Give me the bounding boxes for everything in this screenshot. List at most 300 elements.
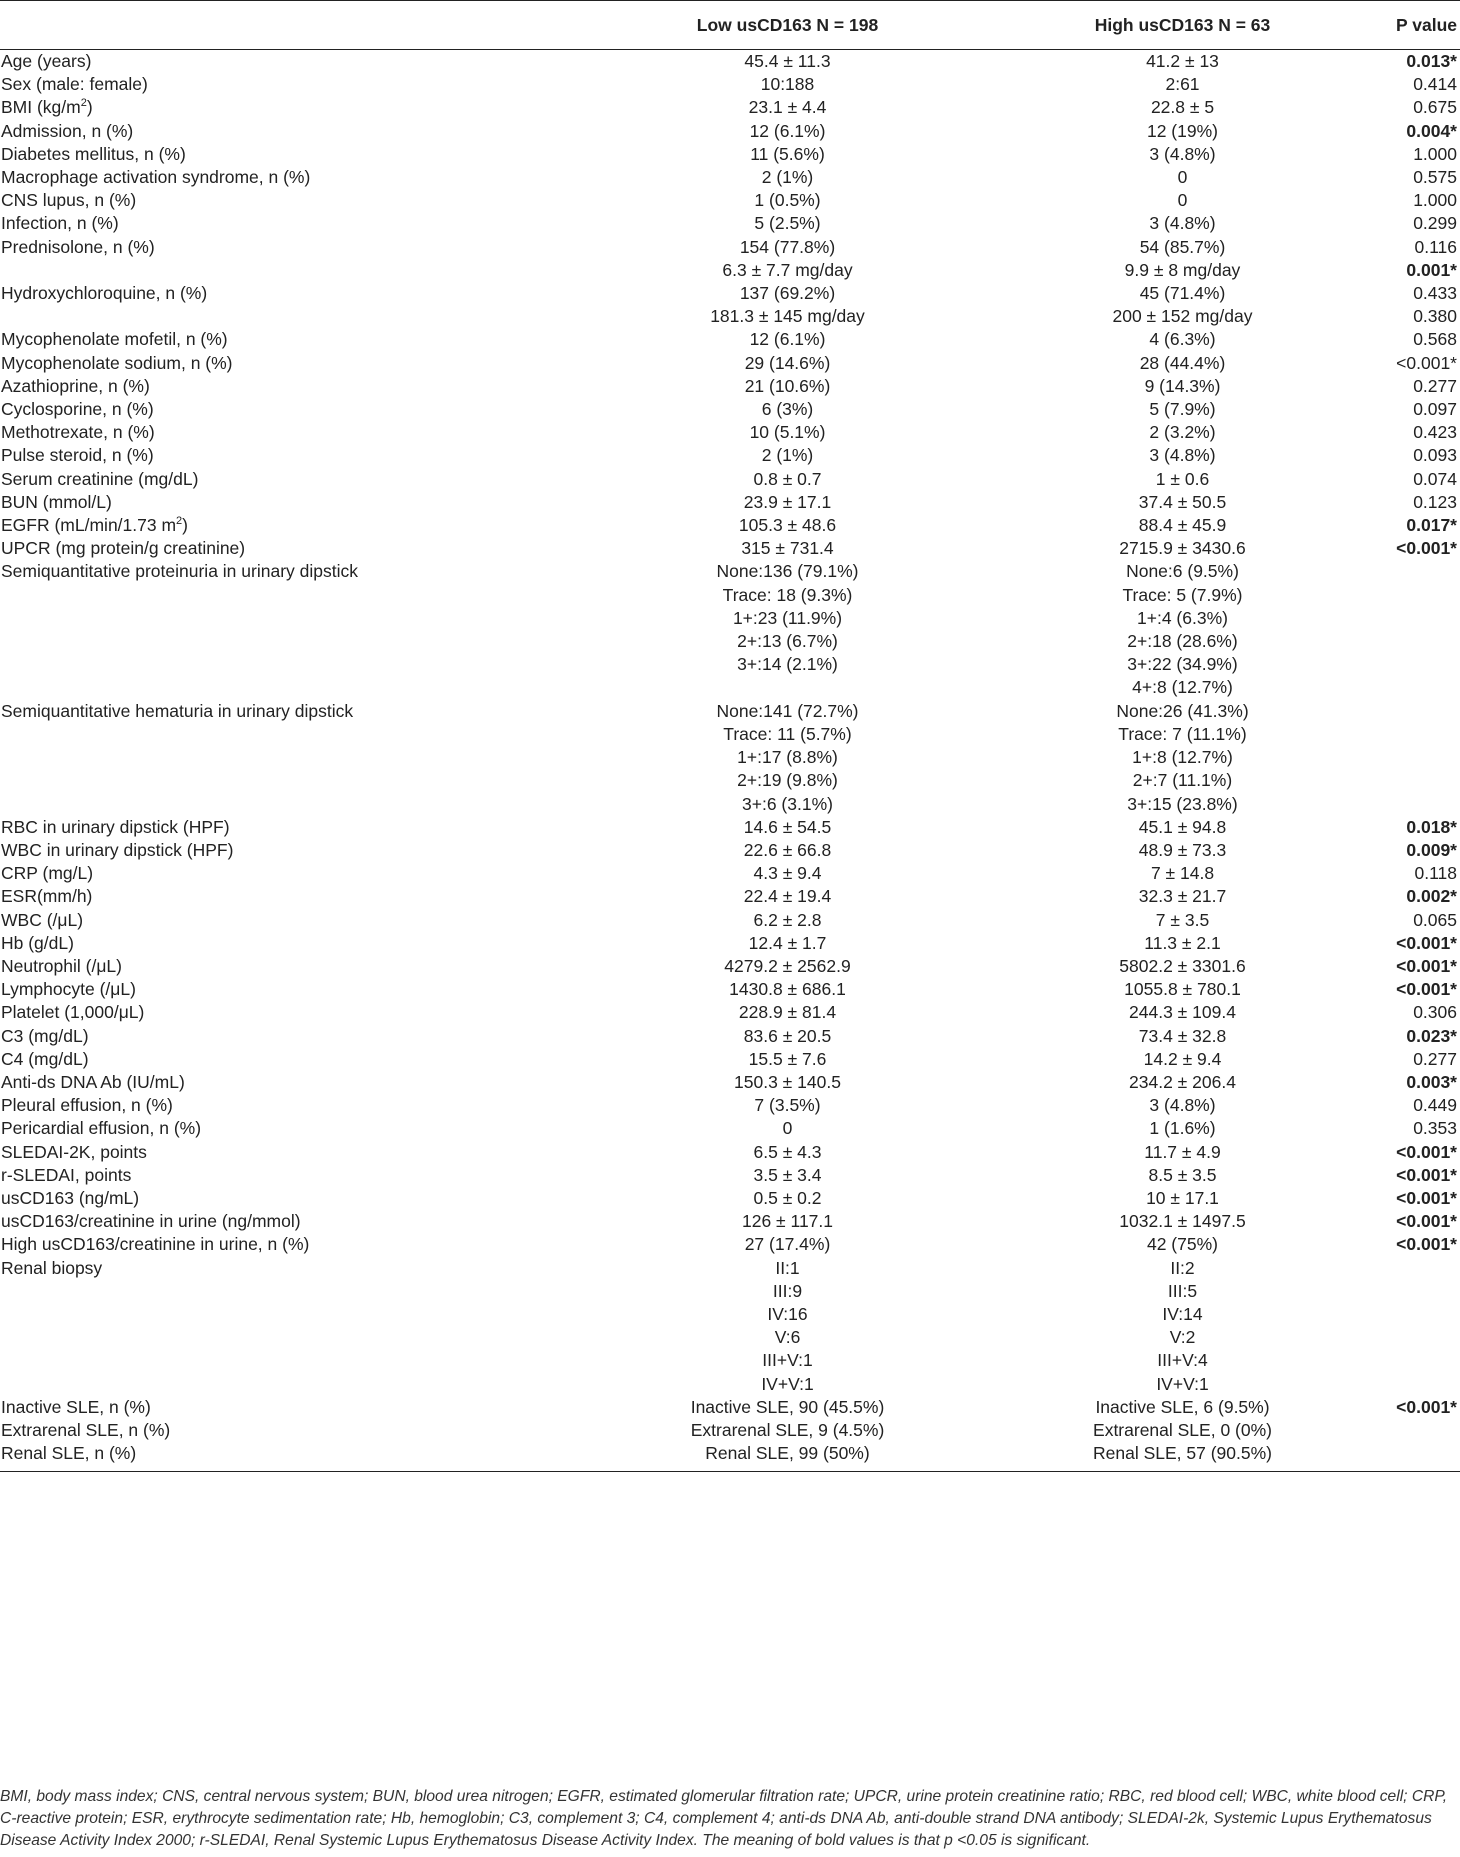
- row-label-text: usCD163 (ng/mL): [1, 1187, 140, 1208]
- table-row: [0, 537, 1460, 560]
- low-uscd163-value: IV:16: [767, 1303, 808, 1324]
- p-value: 0.277: [1413, 375, 1457, 396]
- low-uscd163-value: 6.3 ± 7.7 mg/day: [722, 259, 853, 280]
- row-label: [0, 1187, 590, 1210]
- table-row: [0, 978, 1460, 1001]
- row-label-text: RBC in urinary dipstick (HPF): [1, 816, 230, 837]
- low-uscd163-value: 27 (17.4%): [744, 1234, 831, 1255]
- low-uscd163-value: None:141 (72.7%): [716, 700, 859, 721]
- table-row: [0, 1442, 1460, 1472]
- row-label: [0, 1326, 590, 1349]
- low-uscd163-value: 0.8 ± 0.7: [753, 468, 822, 489]
- low-uscd163-value: 1+:23 (11.9%): [732, 607, 843, 628]
- table-row: [0, 1257, 1460, 1280]
- row-label: [0, 96, 590, 119]
- high-uscd163-value: 54 (85.7%): [1139, 236, 1226, 257]
- table-row: [0, 630, 1460, 653]
- high-uscd163-value: 1 ± 0.6: [1155, 468, 1210, 489]
- p-value: [1380, 630, 1460, 653]
- low-uscd163-value: Trace: 18 (9.3%): [722, 584, 853, 605]
- row-label-text: Renal SLE, n (%): [1, 1443, 137, 1464]
- p-value: 0.414: [1413, 74, 1457, 95]
- table-row: [0, 862, 1460, 885]
- row-label: [0, 305, 590, 328]
- high-uscd163-value: IV+V:1: [1156, 1373, 1209, 1394]
- row-label: [0, 398, 590, 421]
- table-row: [0, 1280, 1460, 1303]
- table-row: [0, 50, 1460, 74]
- low-uscd163-value: 1430.8 ± 686.1: [729, 979, 846, 1000]
- high-uscd163-value: 5802.2 ± 3301.6: [1119, 955, 1246, 976]
- low-uscd163-value: 10:188: [760, 74, 815, 95]
- table-row: [0, 212, 1460, 235]
- row-label-text: Extrarenal SLE, n (%): [1, 1419, 171, 1440]
- high-uscd163-value: 3 (4.8%): [1149, 445, 1216, 466]
- row-label: [0, 236, 590, 259]
- row-label: [0, 1001, 590, 1024]
- high-uscd163-value: 45 (71.4%): [1139, 283, 1226, 304]
- row-label: [0, 1442, 590, 1472]
- p-value: <0.001*: [1396, 538, 1457, 559]
- high-uscd163-value: V:2: [1169, 1327, 1196, 1348]
- low-uscd163-value: 6.5 ± 4.3: [753, 1141, 822, 1162]
- table-row: [0, 1141, 1460, 1164]
- high-uscd163-value: 2+:7 (11.1%): [1132, 770, 1233, 791]
- row-label-text: r-SLEDAI, points: [1, 1164, 132, 1185]
- row-label-text: CRP (mg/L): [1, 863, 94, 884]
- high-uscd163-value: 3 (4.8%): [1149, 143, 1216, 164]
- low-uscd163-value: 12.4 ± 1.7: [748, 932, 827, 953]
- p-value: [1380, 1303, 1460, 1326]
- row-label-text: Pleural effusion, n (%): [1, 1095, 173, 1116]
- low-uscd163-value: Inactive SLE, 90 (45.5%): [690, 1396, 885, 1417]
- high-uscd163-value: 8.5 ± 3.5: [1148, 1164, 1217, 1185]
- low-uscd163-value: 23.1 ± 4.4: [748, 97, 827, 118]
- table-row: [0, 1001, 1460, 1024]
- row-label: [0, 909, 590, 932]
- row-label: [0, 1419, 590, 1442]
- table-row: [0, 676, 1460, 699]
- table-row: [0, 166, 1460, 189]
- row-label: [0, 1141, 590, 1164]
- p-value: 0.116: [1414, 236, 1457, 257]
- table-row: [0, 352, 1460, 375]
- table-footnote: BMI, body mass index; CNS, central nervous system; BUN, blood urea nitrogen; EGFR, estimated glomerular filtration rate; UPCR, urine protein creatinine ratio; RBC, red blood cell; WBC, white blood cell; CRP, C-reactive protein; ESR, erythrocyte sedimentation rate; Hb, hemoglobin; C3, complement 3; C4, complement 4; anti-ds DNA Ab, anti-double strand DNA antibody; SLEDAI-2k, Systemic Lupus Erythematosus Disease Activity Index 2000; r-SLEDAI, Renal Systemic Lupus Erythematosus Disease Activity Index. The meaning of bold values is that p <0.05 is significant.: [0, 1788, 1448, 1849]
- p-value: [1380, 607, 1460, 630]
- table-row: [0, 143, 1460, 166]
- table-row: [0, 491, 1460, 514]
- row-label-superscript: 2: [80, 97, 87, 110]
- high-uscd163-value: 37.4 ± 50.5: [1138, 491, 1227, 512]
- low-uscd163-value: 5 (2.5%): [754, 213, 821, 234]
- row-label: [0, 50, 590, 74]
- row-label: [0, 143, 590, 166]
- row-label: [0, 1071, 590, 1094]
- table-row: [0, 769, 1460, 792]
- row-label-text: Renal biopsy: [1, 1257, 103, 1278]
- table-row: [0, 1117, 1460, 1140]
- table-body: [0, 50, 1460, 1472]
- low-uscd163-value: 21 (10.6%): [744, 375, 831, 396]
- row-label: [0, 282, 590, 305]
- table-row: [0, 236, 1460, 259]
- row-label-text: Sex (male: female): [1, 74, 148, 95]
- row-label-text: Azathioprine, n (%): [1, 375, 150, 396]
- low-uscd163-value: 181.3 ± 145 mg/day: [710, 306, 865, 327]
- high-uscd163-value: 2 (3.2%): [1149, 422, 1216, 443]
- low-uscd163-value: 22.4 ± 19.4: [743, 886, 832, 907]
- table-row: [0, 653, 1460, 676]
- row-label: [0, 584, 590, 607]
- header-variable: [0, 1, 590, 50]
- table-row: [0, 746, 1460, 769]
- low-uscd163-value: 154 (77.8%): [739, 236, 836, 257]
- row-label-text: Cyclosporine, n (%): [1, 399, 154, 420]
- table-row: [0, 1419, 1460, 1442]
- low-uscd163-value: Renal SLE, 99 (50%): [590, 1442, 985, 1472]
- table-row: [0, 1164, 1460, 1187]
- table-row: [0, 560, 1460, 583]
- row-label: [0, 816, 590, 839]
- row-label: [0, 328, 590, 351]
- p-value: 0.423: [1413, 422, 1457, 443]
- table-row: [0, 1396, 1460, 1419]
- p-value: [1380, 700, 1460, 723]
- low-uscd163-value: 2+:19 (9.8%): [737, 770, 838, 791]
- table-row: [0, 1303, 1460, 1326]
- row-label: [0, 468, 590, 491]
- high-uscd163-value: 22.8 ± 5: [1150, 97, 1215, 118]
- p-value: [1380, 1349, 1460, 1372]
- row-label-text: C4 (mg/dL): [1, 1048, 89, 1069]
- p-value: 0.299: [1413, 213, 1457, 234]
- row-label-text: UPCR (mg protein/g creatinine): [1, 538, 246, 559]
- row-label: [0, 212, 590, 235]
- row-label: [0, 1349, 590, 1372]
- high-uscd163-value: IV:14: [1162, 1303, 1203, 1324]
- row-label-text: Diabetes mellitus, n (%): [1, 143, 186, 164]
- row-label: [0, 352, 590, 375]
- p-value: [1380, 1373, 1460, 1396]
- high-uscd163-value: 1+:4 (6.3%): [1137, 607, 1228, 628]
- table-row: [0, 1025, 1460, 1048]
- row-label: [0, 793, 590, 816]
- p-value: 0.009*: [1406, 839, 1457, 860]
- low-uscd163-value: V:6: [774, 1327, 801, 1348]
- low-uscd163-value: 83.6 ± 20.5: [743, 1025, 832, 1046]
- p-value: 0.017*: [1406, 515, 1457, 536]
- row-label-text: Hb (g/dL): [1, 932, 74, 953]
- p-value: <0.001*: [1396, 955, 1457, 976]
- row-label-text: usCD163/creatinine in urine (ng/mmol): [1, 1211, 301, 1232]
- low-uscd163-value: 105.3 ± 48.6: [738, 515, 837, 536]
- row-label: [0, 769, 590, 792]
- row-label-text: EGFR (mL/min/1.73 m: [1, 515, 177, 536]
- p-value: 0.306: [1413, 1002, 1457, 1023]
- row-label: [0, 653, 590, 676]
- p-value: 0.433: [1413, 283, 1457, 304]
- high-uscd163-value: 48.9 ± 73.3: [1138, 839, 1227, 860]
- table-row: [0, 1326, 1460, 1349]
- p-value: [1380, 1257, 1460, 1280]
- high-uscd163-value: II:2: [1170, 1257, 1195, 1278]
- row-label-text: WBC (/μL): [1, 909, 84, 930]
- p-value: 0.065: [1413, 909, 1457, 930]
- table-row: [0, 189, 1460, 212]
- p-value: 0.013*: [1406, 51, 1457, 71]
- high-uscd163-value: 28 (44.4%): [1139, 352, 1226, 373]
- table-row: [0, 444, 1460, 467]
- row-label: [0, 1303, 590, 1326]
- high-uscd163-value: 32.3 ± 21.7: [1138, 886, 1227, 907]
- table-row: [0, 398, 1460, 421]
- row-label-superscript: 2: [176, 515, 183, 528]
- row-label: [0, 120, 590, 143]
- row-label: [0, 421, 590, 444]
- row-label: [0, 1396, 590, 1419]
- p-value: 1.000: [1413, 190, 1457, 211]
- low-uscd163-value: Trace: 11 (5.7%): [723, 723, 852, 744]
- low-uscd163-value: 6.2 ± 2.8: [753, 909, 822, 930]
- low-uscd163-value: 1 (0.5%): [754, 190, 821, 211]
- high-uscd163-value: 10 ± 17.1: [1146, 1187, 1219, 1208]
- high-uscd163-value: 2:61: [1165, 74, 1200, 95]
- p-value: [1380, 723, 1460, 746]
- p-value: [1380, 1442, 1460, 1472]
- table-row: [0, 793, 1460, 816]
- high-uscd163-value: 14.2 ± 9.4: [1143, 1048, 1222, 1069]
- high-uscd163-value: 3+:22 (34.9%): [1127, 654, 1238, 675]
- low-uscd163-value: 15.5 ± 7.6: [748, 1048, 827, 1069]
- row-label: [0, 1210, 590, 1233]
- high-uscd163-value: 4 (6.3%): [1149, 329, 1216, 350]
- p-value: <0.001*: [1396, 932, 1457, 953]
- row-label-text: Anti-ds DNA Ab (IU/mL): [1, 1071, 185, 1092]
- table-row: [0, 932, 1460, 955]
- high-uscd163-value: 2+:18 (28.6%): [1127, 631, 1238, 652]
- row-label: [0, 676, 590, 699]
- row-label-text: High usCD163/creatinine in urine, n (%): [1, 1234, 310, 1255]
- table-row: [0, 584, 1460, 607]
- high-uscd163-value: 9 (14.3%): [1144, 375, 1221, 396]
- p-value: <0.001*: [1396, 352, 1457, 373]
- row-label: [0, 700, 590, 723]
- high-uscd163-value: 7 ± 3.5: [1155, 909, 1210, 930]
- row-label: [0, 839, 590, 862]
- low-uscd163-value: 0.5 ± 0.2: [753, 1187, 822, 1208]
- p-value: <0.001*: [1396, 1164, 1457, 1185]
- high-uscd163-value: III+V:4: [1157, 1350, 1208, 1371]
- row-label-text: Neutrophil (/μL): [1, 955, 122, 976]
- high-uscd163-value: 1032.1 ± 1497.5: [1119, 1211, 1246, 1232]
- p-value: 0.575: [1413, 167, 1457, 188]
- p-value: [1380, 769, 1460, 792]
- row-label: [0, 746, 590, 769]
- row-label-text: ESR(mm/h): [1, 886, 93, 907]
- table-row: [0, 375, 1460, 398]
- row-label-text: Mycophenolate mofetil, n (%): [1, 329, 228, 350]
- table-row: [0, 955, 1460, 978]
- row-label: [0, 723, 590, 746]
- low-uscd163-value: 2+:13 (6.7%): [737, 631, 838, 652]
- high-uscd163-value: 0: [1177, 190, 1188, 211]
- low-uscd163-value: 23.9 ± 17.1: [743, 491, 832, 512]
- row-label-text: Mycophenolate sodium, n (%): [1, 352, 233, 373]
- table-row: [0, 259, 1460, 282]
- low-uscd163-value: 1+:17 (8.8%): [737, 747, 838, 768]
- row-label: [0, 978, 590, 1001]
- high-uscd163-value: Renal SLE, 57 (90.5%): [985, 1442, 1380, 1472]
- row-label-text: Platelet (1,000/μL): [1, 1002, 145, 1023]
- row-label: [0, 444, 590, 467]
- low-uscd163-value: 228.9 ± 81.4: [738, 1002, 837, 1023]
- p-value: [1380, 1280, 1460, 1303]
- row-label: [0, 537, 590, 560]
- high-uscd163-value: 42 (75%): [1146, 1234, 1218, 1255]
- low-uscd163-value: [590, 676, 985, 699]
- high-uscd163-value: 7 ± 14.8: [1150, 863, 1215, 884]
- row-label-text: SLEDAI-2K, points: [1, 1141, 147, 1162]
- p-value: [1380, 676, 1460, 699]
- p-value: <0.001*: [1396, 1211, 1457, 1232]
- table-row: [0, 1187, 1460, 1210]
- row-label: [0, 514, 590, 537]
- high-uscd163-value: 88.4 ± 45.9: [1138, 515, 1227, 536]
- row-label: [0, 1048, 590, 1071]
- high-uscd163-value: III:5: [1167, 1280, 1198, 1301]
- row-label: [0, 1117, 590, 1140]
- row-label: [0, 166, 590, 189]
- p-value: 0.023*: [1406, 1025, 1457, 1046]
- table-row: [0, 96, 1460, 119]
- high-uscd163-value: 1 (1.6%): [1149, 1118, 1216, 1139]
- row-label: [0, 259, 590, 282]
- low-uscd163-value: 150.3 ± 140.5: [734, 1071, 841, 1092]
- low-uscd163-value: III:9: [772, 1280, 803, 1301]
- table-row: [0, 909, 1460, 932]
- p-value: 0.097: [1413, 399, 1457, 420]
- low-uscd163-value: 7 (3.5%): [754, 1095, 821, 1116]
- row-label: [0, 375, 590, 398]
- p-value: <0.001*: [1396, 979, 1457, 1000]
- p-value: 0.001*: [1406, 259, 1457, 280]
- table-row: [0, 1373, 1460, 1396]
- high-uscd163-value: 9.9 ± 8 mg/day: [1124, 259, 1241, 280]
- table-row: [0, 839, 1460, 862]
- row-label-text: Methotrexate, n (%): [1, 422, 155, 443]
- high-uscd163-value: Extrarenal SLE, 0 (0%): [1093, 1419, 1272, 1440]
- p-value: 0.074: [1413, 468, 1457, 489]
- row-label: [0, 73, 590, 96]
- high-uscd163-value: 45.1 ± 94.8: [1138, 816, 1227, 837]
- p-value: <0.001*: [1396, 1187, 1457, 1208]
- row-label: [0, 560, 590, 583]
- low-uscd163-value: III+V:1: [762, 1350, 813, 1371]
- high-uscd163-value: 11.7 ± 4.9: [1144, 1141, 1221, 1162]
- table-row: [0, 1233, 1460, 1256]
- p-value: 0.002*: [1406, 886, 1457, 907]
- high-uscd163-value: 1+:8 (12.7%): [1132, 747, 1233, 768]
- header-low-uscd163: Low usCD163 N = 198: [590, 1, 985, 50]
- p-value: <0.001*: [1396, 1396, 1457, 1417]
- high-uscd163-value: 12 (19%): [1146, 120, 1218, 141]
- row-label: [0, 1257, 590, 1280]
- p-value: 0.118: [1414, 863, 1457, 884]
- row-label-text: WBC in urinary dipstick (HPF): [1, 839, 234, 860]
- row-label: [0, 885, 590, 908]
- low-uscd163-value: 29 (14.6%): [744, 352, 831, 373]
- low-uscd163-value: II:1: [775, 1257, 800, 1278]
- row-label-text: Pericardial effusion, n (%): [1, 1118, 202, 1139]
- row-label-text: Semiquantitative hematuria in urinary dipstick: [1, 700, 354, 721]
- row-label-text: Hydroxychloroquine, n (%): [1, 283, 208, 304]
- table-row: [0, 885, 1460, 908]
- p-value: 1.000: [1413, 143, 1457, 164]
- row-label-text: Pulse steroid, n (%): [1, 445, 154, 466]
- high-uscd163-value: None:6 (9.5%): [1126, 561, 1239, 582]
- table-row: [0, 816, 1460, 839]
- table-header: [0, 1, 1460, 50]
- row-label: [0, 1233, 590, 1256]
- high-uscd163-value: 3 (4.8%): [1149, 213, 1216, 234]
- high-uscd163-value: 11.3 ± 2.1: [1144, 932, 1221, 953]
- p-value: [1380, 584, 1460, 607]
- row-label: [0, 932, 590, 955]
- row-label-tail: ): [182, 515, 188, 536]
- high-uscd163-value: Trace: 5 (7.9%): [1122, 584, 1243, 605]
- p-value: 0.449: [1413, 1095, 1457, 1116]
- table-row: [0, 1210, 1460, 1233]
- high-uscd163-value: 234.2 ± 206.4: [1129, 1071, 1236, 1092]
- low-uscd163-value: 2 (1%): [761, 167, 814, 188]
- row-label-text: Admission, n (%): [1, 120, 134, 141]
- p-value: 0.093: [1413, 445, 1457, 466]
- row-label: [0, 491, 590, 514]
- high-uscd163-value: 3 (4.8%): [1149, 1095, 1216, 1116]
- p-value: [1380, 793, 1460, 816]
- high-uscd163-value: Inactive SLE, 6 (9.5%): [1095, 1396, 1270, 1417]
- table-row: [0, 607, 1460, 630]
- low-uscd163-value: 10 (5.1%): [749, 422, 826, 443]
- high-uscd163-value: 1055.8 ± 780.1: [1124, 979, 1241, 1000]
- row-label-text: C3 (mg/dL): [1, 1025, 89, 1046]
- header-p-value: P value: [1380, 1, 1460, 50]
- low-uscd163-value: 3+:14 (2.1%): [737, 654, 838, 675]
- low-uscd163-value: 137 (69.2%): [739, 283, 836, 304]
- low-uscd163-value: None:136 (79.1%): [716, 561, 859, 582]
- high-uscd163-value: 4+:8 (12.7%): [1132, 677, 1233, 698]
- p-value: <0.001*: [1396, 1141, 1457, 1162]
- table-row: [0, 421, 1460, 444]
- table-row: [0, 305, 1460, 328]
- low-uscd163-value: 14.6 ± 54.5: [743, 816, 832, 837]
- row-label-text: Inactive SLE, n (%): [1, 1396, 151, 1417]
- p-value: 0.568: [1413, 329, 1457, 350]
- p-value: [1380, 1326, 1460, 1349]
- table-row: [0, 73, 1460, 96]
- row-label: [0, 1164, 590, 1187]
- p-value: 0.123: [1413, 491, 1457, 512]
- p-value: 0.380: [1413, 306, 1457, 327]
- p-value: 0.018*: [1406, 816, 1457, 837]
- table-row: [0, 1349, 1460, 1372]
- row-label-text: Infection, n (%): [1, 213, 119, 234]
- row-label: [0, 607, 590, 630]
- low-uscd163-value: 12 (6.1%): [749, 120, 826, 141]
- p-value: [1380, 653, 1460, 676]
- p-value: 0.003*: [1406, 1071, 1457, 1092]
- table-row: [0, 120, 1460, 143]
